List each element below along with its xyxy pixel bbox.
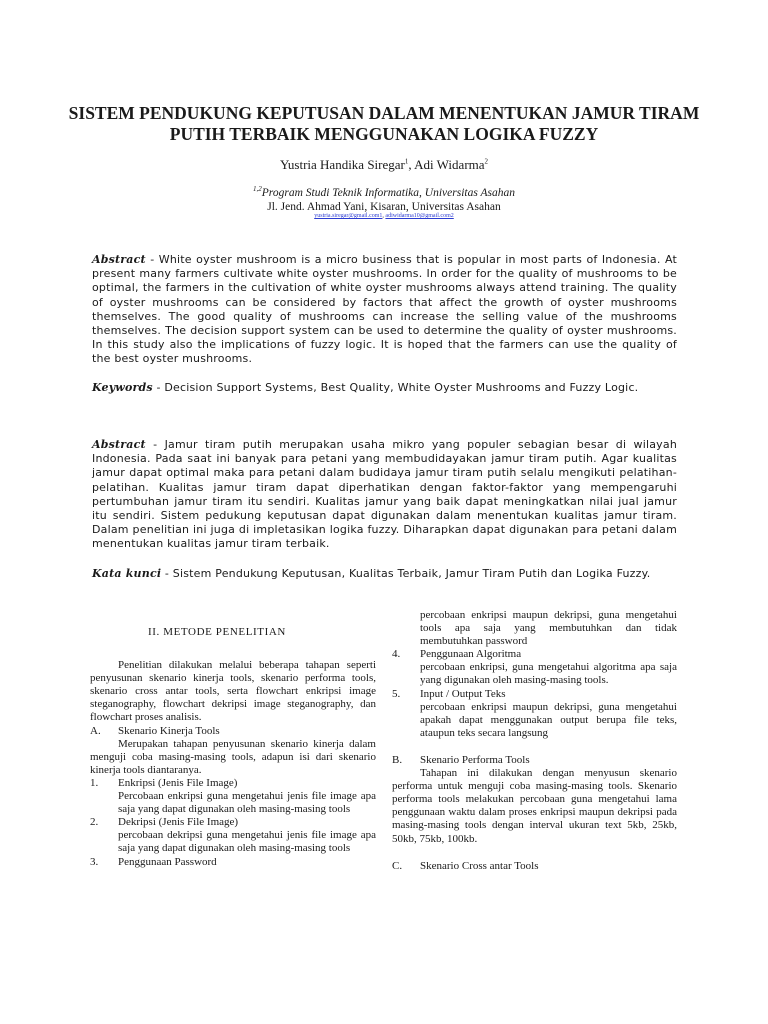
list-number: 4. [392,648,401,661]
affiliation [60,185,708,199]
abstract-label: Abstract [92,438,146,451]
author-2-superscript: 2 [484,157,489,166]
abstract-text: - Jamur tiram putih merupakan usaha mikro yang populer sebagian besar di wilayah Indonesia. Pada saat ini banyak para petani yang membudidayakan jamur tiram putih. Agar kualitas jamur dapat optimal maka para petani dalam budidaya jamur tiram putih selalu mengikuti pelatihan- pelatihan. Kualitas jamur tiram dapat diperhatikan dengan faktor-faktor yang mempengaruhi pertumbuhan jamur tiram itu sendiri. Kualitas jamur yang baik dapat meningkatkan nilai jual jamur itu sendiri. Sistem pedukung keputusan dapat digunakan dalam menentukan kualitas jamur tiram. Dalam penelitian ini juga di impletasikan logika fuzzy. Diharapkan dapat digunakan para petani dalam menentukan kualitas jamur tiram terbaik. [92,438,677,551]
email-link-2[interactable]: adiwidarma10@gmail.com2 [385,213,454,219]
paper-title: SISTEM PENDUKUNG KEPUTUSAN DALAM MENENTUKAN JAMUR TIRAM PUTIH TERBAIK MENGGUNAKAN LOGIKA FUZZY [68,103,700,144]
abstract-text: - White oyster mushroom is a micro business that is popular in most parts of Indonesia. At present many farmers cultivate white oyster mushrooms. In order for the quality of mushrooms to be optimal, the farmers in the cultivation of white oyster mushrooms always attend training. The quality of oyster mushrooms can be considered by factors that affect the growth of oyster mushrooms themselves. The good quality of mushrooms can increase the selling value of the mushrooms themselves. The decision support system can be used to determine the quality of oyster mushrooms. In this study also the implications of fuzzy logic. It is hoped that the farmers can use the quality of the best oyster mushrooms. [92,253,677,366]
list-title: Input / Output Teks [420,687,506,700]
email-link-1[interactable]: yustria.siregar@gmail.com1 [314,213,383,219]
spacer [392,740,677,754]
keywords-label: Keywords [92,381,153,394]
subsection-number: A. [90,724,101,737]
left-column [90,614,376,869]
subsection-title: Skenario Kinerja Tools [118,724,220,737]
email-line: yustria.siregar@gmail.com1, adiwidarma10@gmail.com2 [314,213,454,219]
list-description: Percobaan enkripsi guna mengetahui jenis file image apa saja yang dapat digunakan oleh masing-masing tools [118,790,376,816]
list-description: percobaan enkripsi maupun dekripsi, guna mengetahui apakah dapat menggunakan output berupa file teks, ataupun teks secara langsung [420,700,677,739]
author-2: Adi Widarma [414,157,485,172]
list-number: 3. [90,855,99,868]
list-number: 5. [392,687,401,700]
paragraph: Merupakan tahapan penyusunan skenario kinerja dalam menguji coba masing-masing tools, adapun isi dari skenario kinerja tools diantaranya. [90,737,376,776]
subsection-heading [90,725,376,738]
section-heading: II. METODE PENELITIAN [148,626,286,638]
subsection-title: Skenario Performa Tools [420,753,530,766]
abstract-english [92,253,677,367]
list-description: percobaan enkripsi maupun dekripsi, guna mengetahui tools apa saja yang membutuhkan dan tidak membutuhkan password [420,609,677,648]
abstract-indonesian [92,438,677,552]
keywords-english [92,381,677,395]
paragraph: Tahapan ini dilakukan dengan menyusun skenario performa untuk menguji coba masing-masing tools. Skenario performa tools melakukan percobaan guna mengetahui lama penggunaan waktu dalam proses enkripsi maupun dekripsi pada masing-masing tools dengan interval ukuran text 5kb, 25kb, 50kb, 75kb, 100kb. [392,767,677,845]
spacer [392,846,677,860]
subsection-title: Skenario Cross antar Tools [420,859,539,872]
keywords-label: Kata kunci [92,567,162,580]
abstract-label: Abstract [92,253,146,266]
subsection-heading [392,860,677,873]
list-title: Enkripsi (Jenis File Image) [118,776,238,789]
list-item [392,648,677,661]
address: Jl. Jend. Ahmad Yani, Kisaran, Universitas Asahan [267,201,501,213]
affiliation-superscript: 1,2 [253,185,262,193]
list-title: Penggunaan Algoritma [420,648,522,661]
author-separator: , [408,157,415,172]
list-title: Dekripsi (Jenis File Image) [118,816,239,829]
affiliation-text: Program Studi Teknik Informatika, Universitas Asahan [261,186,515,199]
subsection-heading [392,754,677,767]
keywords-text: - Decision Support Systems, Best Quality, White Oyster Mushrooms and Fuzzy Logic. [152,381,639,394]
right-column [392,609,677,873]
list-title: Penggunaan Password [118,855,217,868]
list-item [90,856,376,869]
list-description: percobaan enkripsi, guna mengetahui algoritma apa saja yang digunakan oleh masing-masing tools. [420,661,677,687]
author-1-superscript: 1 [404,157,409,166]
author-1: Yustria Handika Siregar [279,157,405,172]
list-item [90,777,376,790]
list-item [392,688,677,701]
list-number: 1. [90,776,99,789]
list-item [90,816,376,829]
subsection-number: C. [392,859,403,872]
list-description: percobaan dekripsi guna mengetahui jenis file image apa saja yang dapat digunakan oleh masing-masing tools [118,829,376,855]
keywords-text: - Sistem Pendukung Keputusan, Kualitas Terbaik, Jamur Tiram Putih dan Logika Fuzzy. [161,567,651,580]
keywords-indonesian [92,567,677,581]
paragraph: Penelitian dilakukan melalui beberapa tahapan seperti penyusunan skenario kinerja tools, skenario performa tools, skenario cross antar tools, serta flowchart enkripsi image steganography, flowchart dekripsi image steganography, dan flowchart proses analisis. [90,659,376,724]
subsection-number: B. [392,753,403,766]
list-number: 2. [90,816,99,829]
author-line [60,157,708,173]
